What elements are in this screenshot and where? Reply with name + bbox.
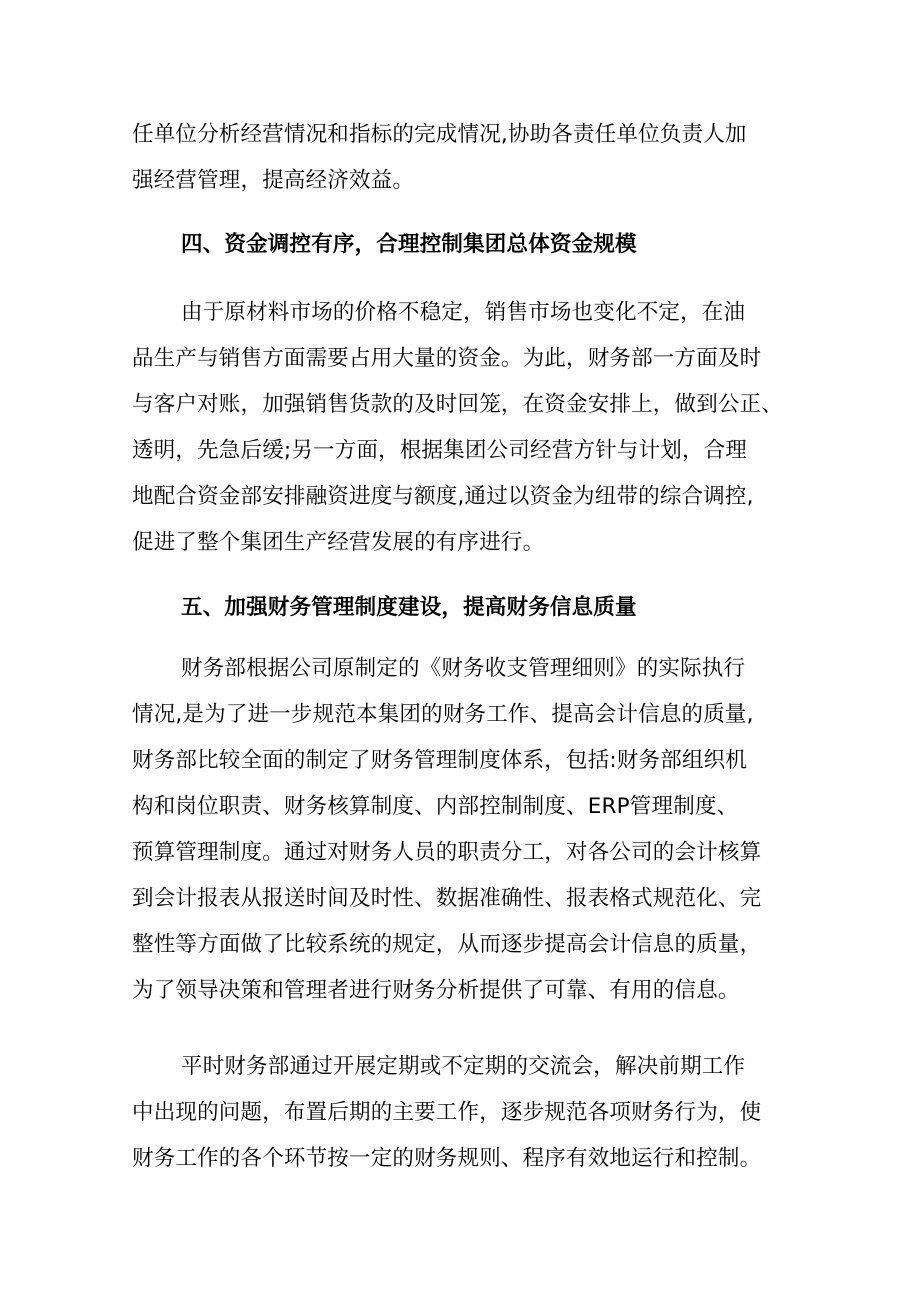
text-line: 任单位分析经营情况和指标的完成情况,协助各责任单位负责人加 <box>132 122 747 147</box>
text-line: 财务部根据公司原制定的《财务收支管理细则》的实际执行 <box>181 656 746 681</box>
paragraph-continued <box>132 112 802 204</box>
text-line: 平时财务部通过开展定期或不定期的交流会，解决前期工作 <box>181 1054 746 1079</box>
paragraph-funds <box>132 290 802 566</box>
text-line: 到会计报表从报送时间及时性、数据准确性、报表格式规范化、完 <box>132 886 762 911</box>
text-line: 财务部比较全面的制定了财务管理制度体系，包括:财务部组织机 <box>132 748 748 773</box>
text-line: 由于原材料市场的价格不稳定，销售市场也变化不定，在油 <box>181 300 746 325</box>
section-heading-five <box>132 585 802 631</box>
text-line: 预算管理制度。通过对财务人员的职责分工，对各公司的会计核算 <box>132 840 762 865</box>
heading-text: 五、加强财务管理制度建设，提高财务信息质量 <box>181 595 637 620</box>
text-line: 地配合资金部安排融资进度与额度,通过以资金为纽带的综合调控, <box>132 484 754 509</box>
text-line: 强经营管理，提高经济效益。 <box>132 168 415 193</box>
text-line: 情况,是为了进一步规范本集团的财务工作、提高会计信息的质量, <box>132 702 754 727</box>
text-line: 品生产与销售方面需要占用大量的资金。为此，财务部一方面及时 <box>132 346 762 371</box>
text-line: 财务工作的各个环节按一定的财务规则、程序有效地运行和控制。 <box>132 1146 762 1171</box>
text-line: 与客户对账，加强销售货款的及时回笼，在资金安排上，做到公正、 <box>132 392 784 417</box>
text-line: 为了领导决策和管理者进行财务分析提供了可靠、有用的信息。 <box>132 978 740 1003</box>
paragraph-meeting <box>132 1044 802 1182</box>
section-heading-four <box>132 222 802 268</box>
heading-text: 四、资金调控有序，合理控制集团总体资金规模 <box>181 232 637 257</box>
text-line: 构和岗位职责、财务核算制度、内部控制制度、ERP管理制度、 <box>132 794 739 819</box>
text-line: 透明，先急后缓;另一方面，根据集团公司经营方针与计划，合理 <box>132 438 748 463</box>
paragraph-system <box>132 646 802 1014</box>
text-line: 整性等方面做了比较系统的规定，从而逐步提高会计信息的质量， <box>132 932 762 957</box>
text-line: 中出现的问题，布置后期的主要工作，逐步规范各项财务行为，使 <box>132 1100 762 1125</box>
text-line: 促进了整个集团生产经营发展的有序进行。 <box>132 530 545 555</box>
